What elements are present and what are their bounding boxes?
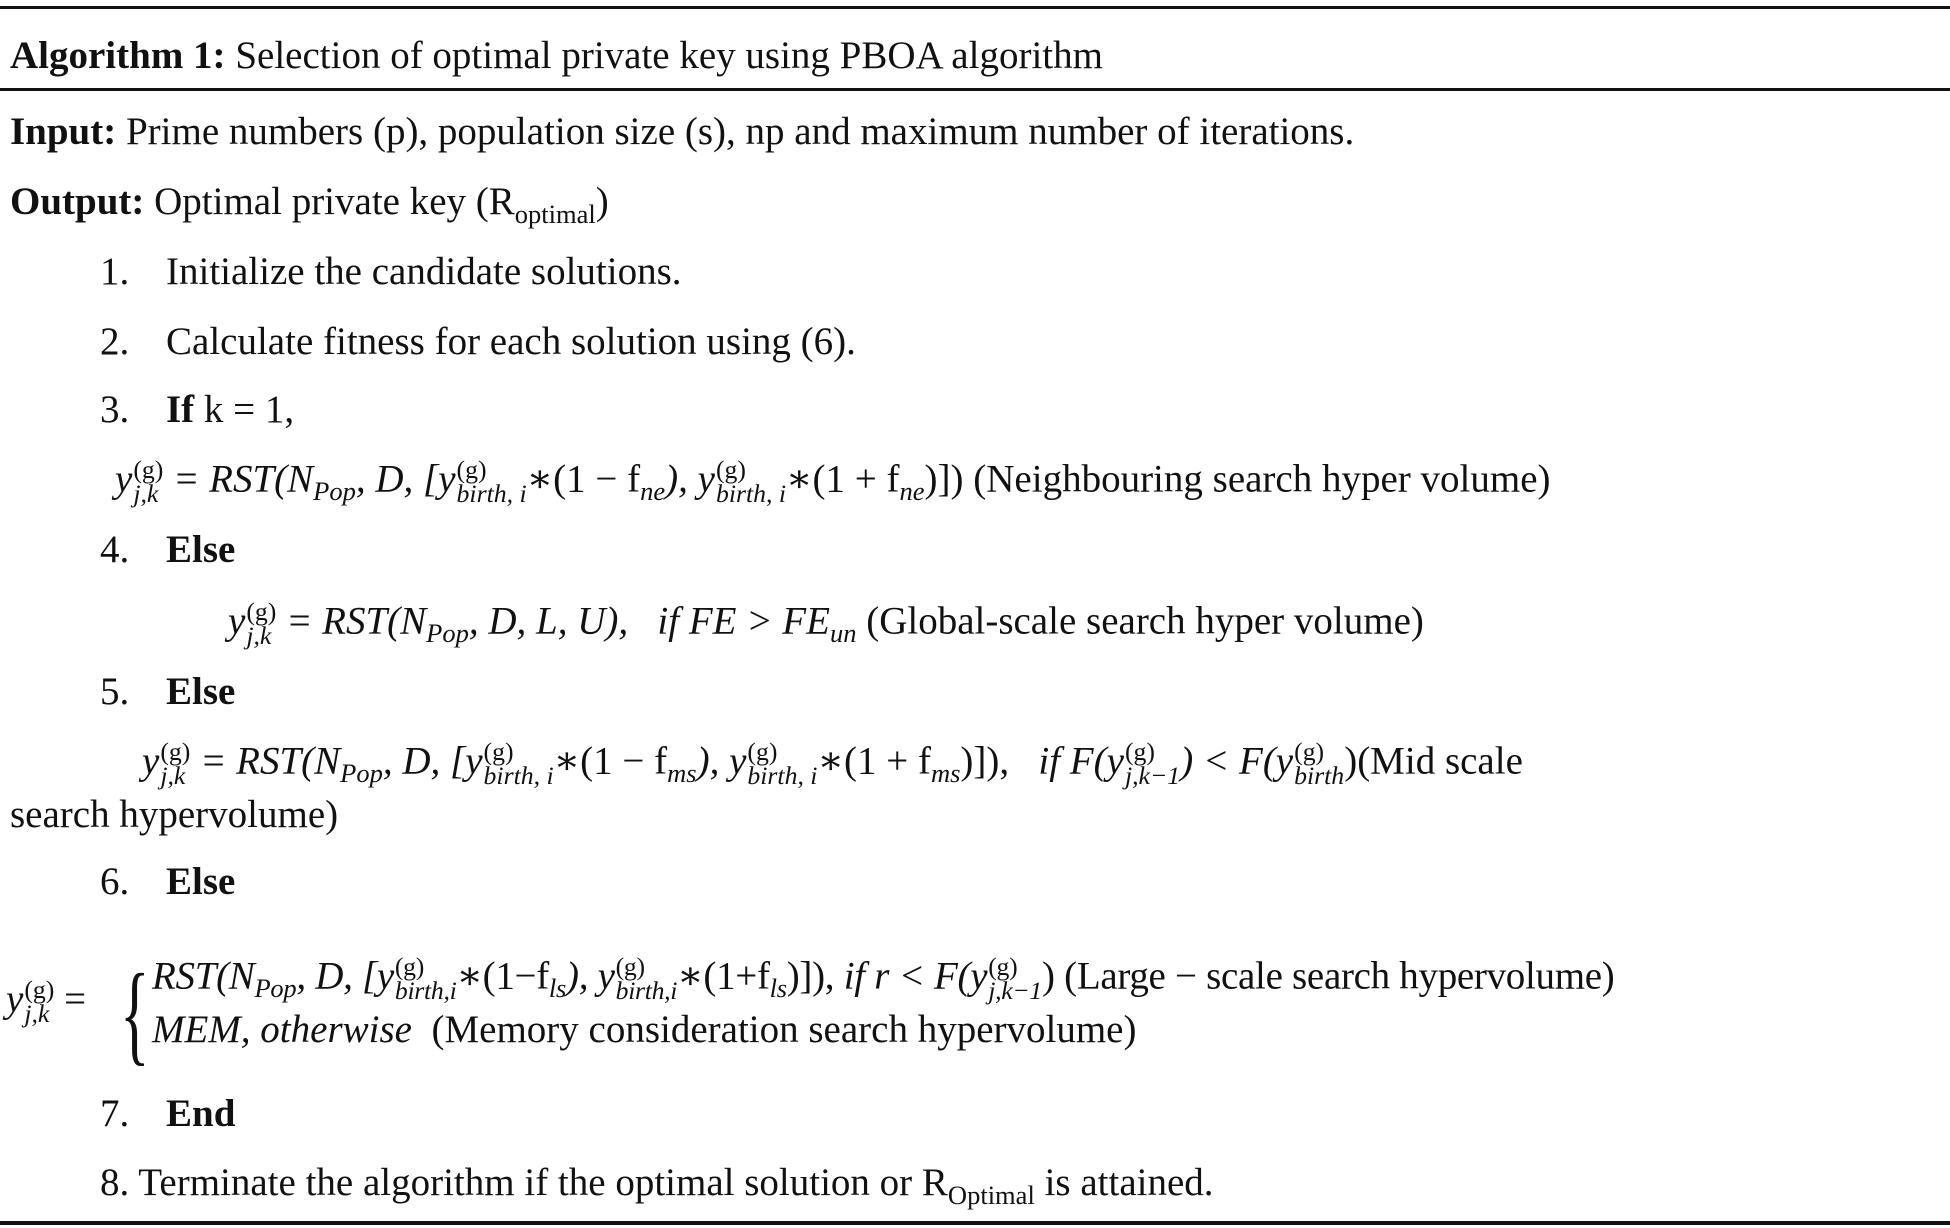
formula-condition: if FE > FE [657, 599, 830, 643]
left-brace-icon: { [120, 952, 150, 1076]
formula-pop-sub: Pop [313, 476, 356, 507]
step-6 [100, 862, 235, 901]
formula-cond-sub: j,k−1 [988, 976, 1043, 1006]
output-subscript: optimal [514, 198, 596, 229]
formula-end: )]), [786, 954, 835, 998]
formula-piecewise-case2 [152, 1010, 1136, 1049]
formula-note: (Memory consideration search hypervolume) [431, 1008, 1137, 1051]
formula-lhs: y [142, 739, 160, 783]
formula-condition-mid: ) < F(y [1180, 739, 1294, 783]
step-number: 1. [100, 250, 130, 293]
step-keyword: End [166, 1092, 236, 1135]
formula-lhs: y [6, 977, 24, 1021]
formula-birth-sub: birth, i [456, 479, 527, 509]
header-rule [0, 88, 1950, 91]
step-text: Terminate the algorithm if the optimal solution or R [138, 1161, 948, 1204]
step-keyword: If [166, 388, 195, 431]
step-number: 4. [100, 528, 130, 571]
step-2 [100, 322, 856, 361]
formula-pop-sub: Pop [426, 618, 469, 649]
formula-lhs: y [228, 599, 246, 643]
formula-part: ), y [566, 954, 615, 998]
step-4 [100, 530, 235, 569]
formula-body: = RST(N [286, 599, 427, 643]
formula-midscale: y (g) j,k = $RST(N_{Pop}$, D, [y (g) birth, i ∗(1 − $f_{ms}$), y (g) birth, i ∗(1 + $f_{ms}$)]), if F(y (g) j,k−1 ) < F(y (g) birth )(Mid scale [142, 737, 1523, 791]
formula-sup: (g) [246, 597, 277, 626]
step-number: 3. [100, 388, 130, 431]
step-number: 8. [100, 1161, 130, 1204]
formula-sup: (g) [160, 737, 191, 766]
formula-note: (Neighbouring search hyper volume) [973, 457, 1551, 501]
formula-f-sub: ne [640, 476, 666, 507]
formula-condition: if F(y [1038, 739, 1124, 783]
formula-f-sub: ls [548, 973, 567, 1004]
formula-sub: j,k [133, 479, 159, 509]
formula-piecewise-case1: $RST(N_{Pop}$, D, [y (g) birth,i $∗(1-f_{ls})$, y (g) birth,i $∗(1+f_{ls})$]), if r < F(y (g) j,k−1 ) (Large − scale search hypervolume) [152, 952, 1615, 1006]
step-7 [100, 1094, 235, 1133]
formula-body: RST(N [152, 954, 255, 998]
formula-cond-sub: un [829, 618, 857, 649]
formula-note: (Mid scale [1357, 739, 1523, 783]
formula-cond-sub: birth [1294, 761, 1345, 791]
formula-birth-sub: birth, i [715, 479, 787, 509]
formula-f-sub: ms [930, 758, 961, 789]
formula-note-cont: search hypervolume) [10, 793, 339, 836]
formula-sub: j,k [160, 761, 186, 791]
formula-part: ∗(1 − f [526, 457, 641, 501]
step-tail: is attained. [1044, 1161, 1214, 1204]
algorithm-caption [10, 36, 1103, 75]
formula-end: )]), [960, 739, 1010, 783]
step-subscript: Optimal [947, 1179, 1035, 1210]
formula-body: = RST(N [173, 457, 314, 501]
output-text: Optimal private key (R [154, 180, 515, 223]
formula-birth-sub: birth, i [483, 761, 554, 791]
formula-sup: (g) [133, 455, 164, 484]
formula-sub: j,k [246, 621, 272, 651]
step-keyword: Else [166, 860, 236, 903]
output-line [10, 180, 609, 229]
formula-lhs: y [115, 457, 133, 501]
algorithm-title: Selection of optimal private key using PBOA algorithm [235, 34, 1103, 77]
step-number: 6. [100, 860, 130, 903]
step-3 [100, 390, 294, 429]
step-number: 2. [100, 320, 130, 363]
formula-equals: = [64, 977, 87, 1021]
formula-part: ∗(1 + f [786, 457, 900, 501]
formula-pop-sub: Pop [340, 758, 383, 789]
step-1 [100, 252, 682, 291]
step-number: 5. [100, 670, 130, 713]
top-rule [0, 6, 1950, 9]
formula-f-sub: ls [769, 973, 787, 1004]
input-text: Prime numbers (p), population size (s), np and maximum number of iterations. [125, 110, 1355, 153]
formula-neighbouring: y (g) j,k = $RST(N_{Pop}$, D, [y (g) birth, i ∗(1 − $f_{ne}$), y (g) birth, i ∗(1 + $f_{ne}$)]) (Neighbouring search hyper volume) [115, 455, 1551, 509]
bottom-rule [0, 1221, 1950, 1225]
formula-args: , D, [y [382, 739, 483, 783]
algorithm-label: Algorithm 1: [10, 34, 226, 77]
output-close: ) [595, 180, 609, 223]
formula-birth-sub: birth,i [615, 976, 678, 1006]
formula-sup: (g) [24, 975, 55, 1004]
formula-condition: if r < F(y [843, 954, 988, 998]
step-keyword: Else [166, 670, 236, 713]
formula-cond-end: ) [1344, 739, 1358, 783]
formula-part: ∗(1 + f [817, 739, 931, 783]
formula-args: , D, [y [355, 457, 456, 501]
output-label: Output: [10, 180, 145, 223]
input-line [10, 112, 1354, 151]
step-5 [100, 672, 235, 711]
formula-args: , D, L, U), [468, 599, 629, 643]
step-number: 7. [100, 1092, 130, 1135]
formula-note: (Global-scale search hyper volume) [866, 599, 1424, 643]
formula-cond-sub: j,k−1 [1124, 761, 1181, 791]
formula-global [228, 597, 1424, 651]
formula-part: ∗(1+f [677, 954, 770, 998]
formula-part: ∗(1−f [456, 954, 549, 998]
formula-part: ), y [696, 739, 747, 783]
formula-piecewise-lhs [6, 975, 87, 1029]
formula-f-sub: ms [667, 758, 697, 789]
step-text: k = 1, [203, 388, 295, 431]
formula-note: (Large − scale search hypervolume) [1064, 954, 1615, 998]
step-text: Calculate fitness for each solution using (6). [166, 320, 856, 363]
formula-sub: j,k [24, 999, 50, 1029]
formula-birth-sub: birth,i [394, 976, 457, 1006]
step-8 [100, 1161, 1214, 1210]
formula-body: = RST(N [200, 739, 341, 783]
step-keyword: Else [166, 528, 236, 571]
formula-f-sub: ne [899, 476, 925, 507]
formula-birth-sub: birth, i [747, 761, 818, 791]
formula-args: , D, [y [296, 954, 394, 998]
formula-pop-sub: Pop [254, 973, 297, 1004]
formula-part: ), y [665, 457, 715, 501]
formula-end: )]) [924, 457, 964, 501]
input-label: Input: [10, 110, 117, 153]
formula-midscale-continuation [10, 795, 338, 834]
formula-body: MEM, otherwise [152, 1008, 412, 1051]
formula-part: ∗(1 − f [553, 739, 668, 783]
step-text: Initialize the candidate solutions. [166, 250, 682, 293]
formula-cond-end: ) [1042, 954, 1055, 998]
